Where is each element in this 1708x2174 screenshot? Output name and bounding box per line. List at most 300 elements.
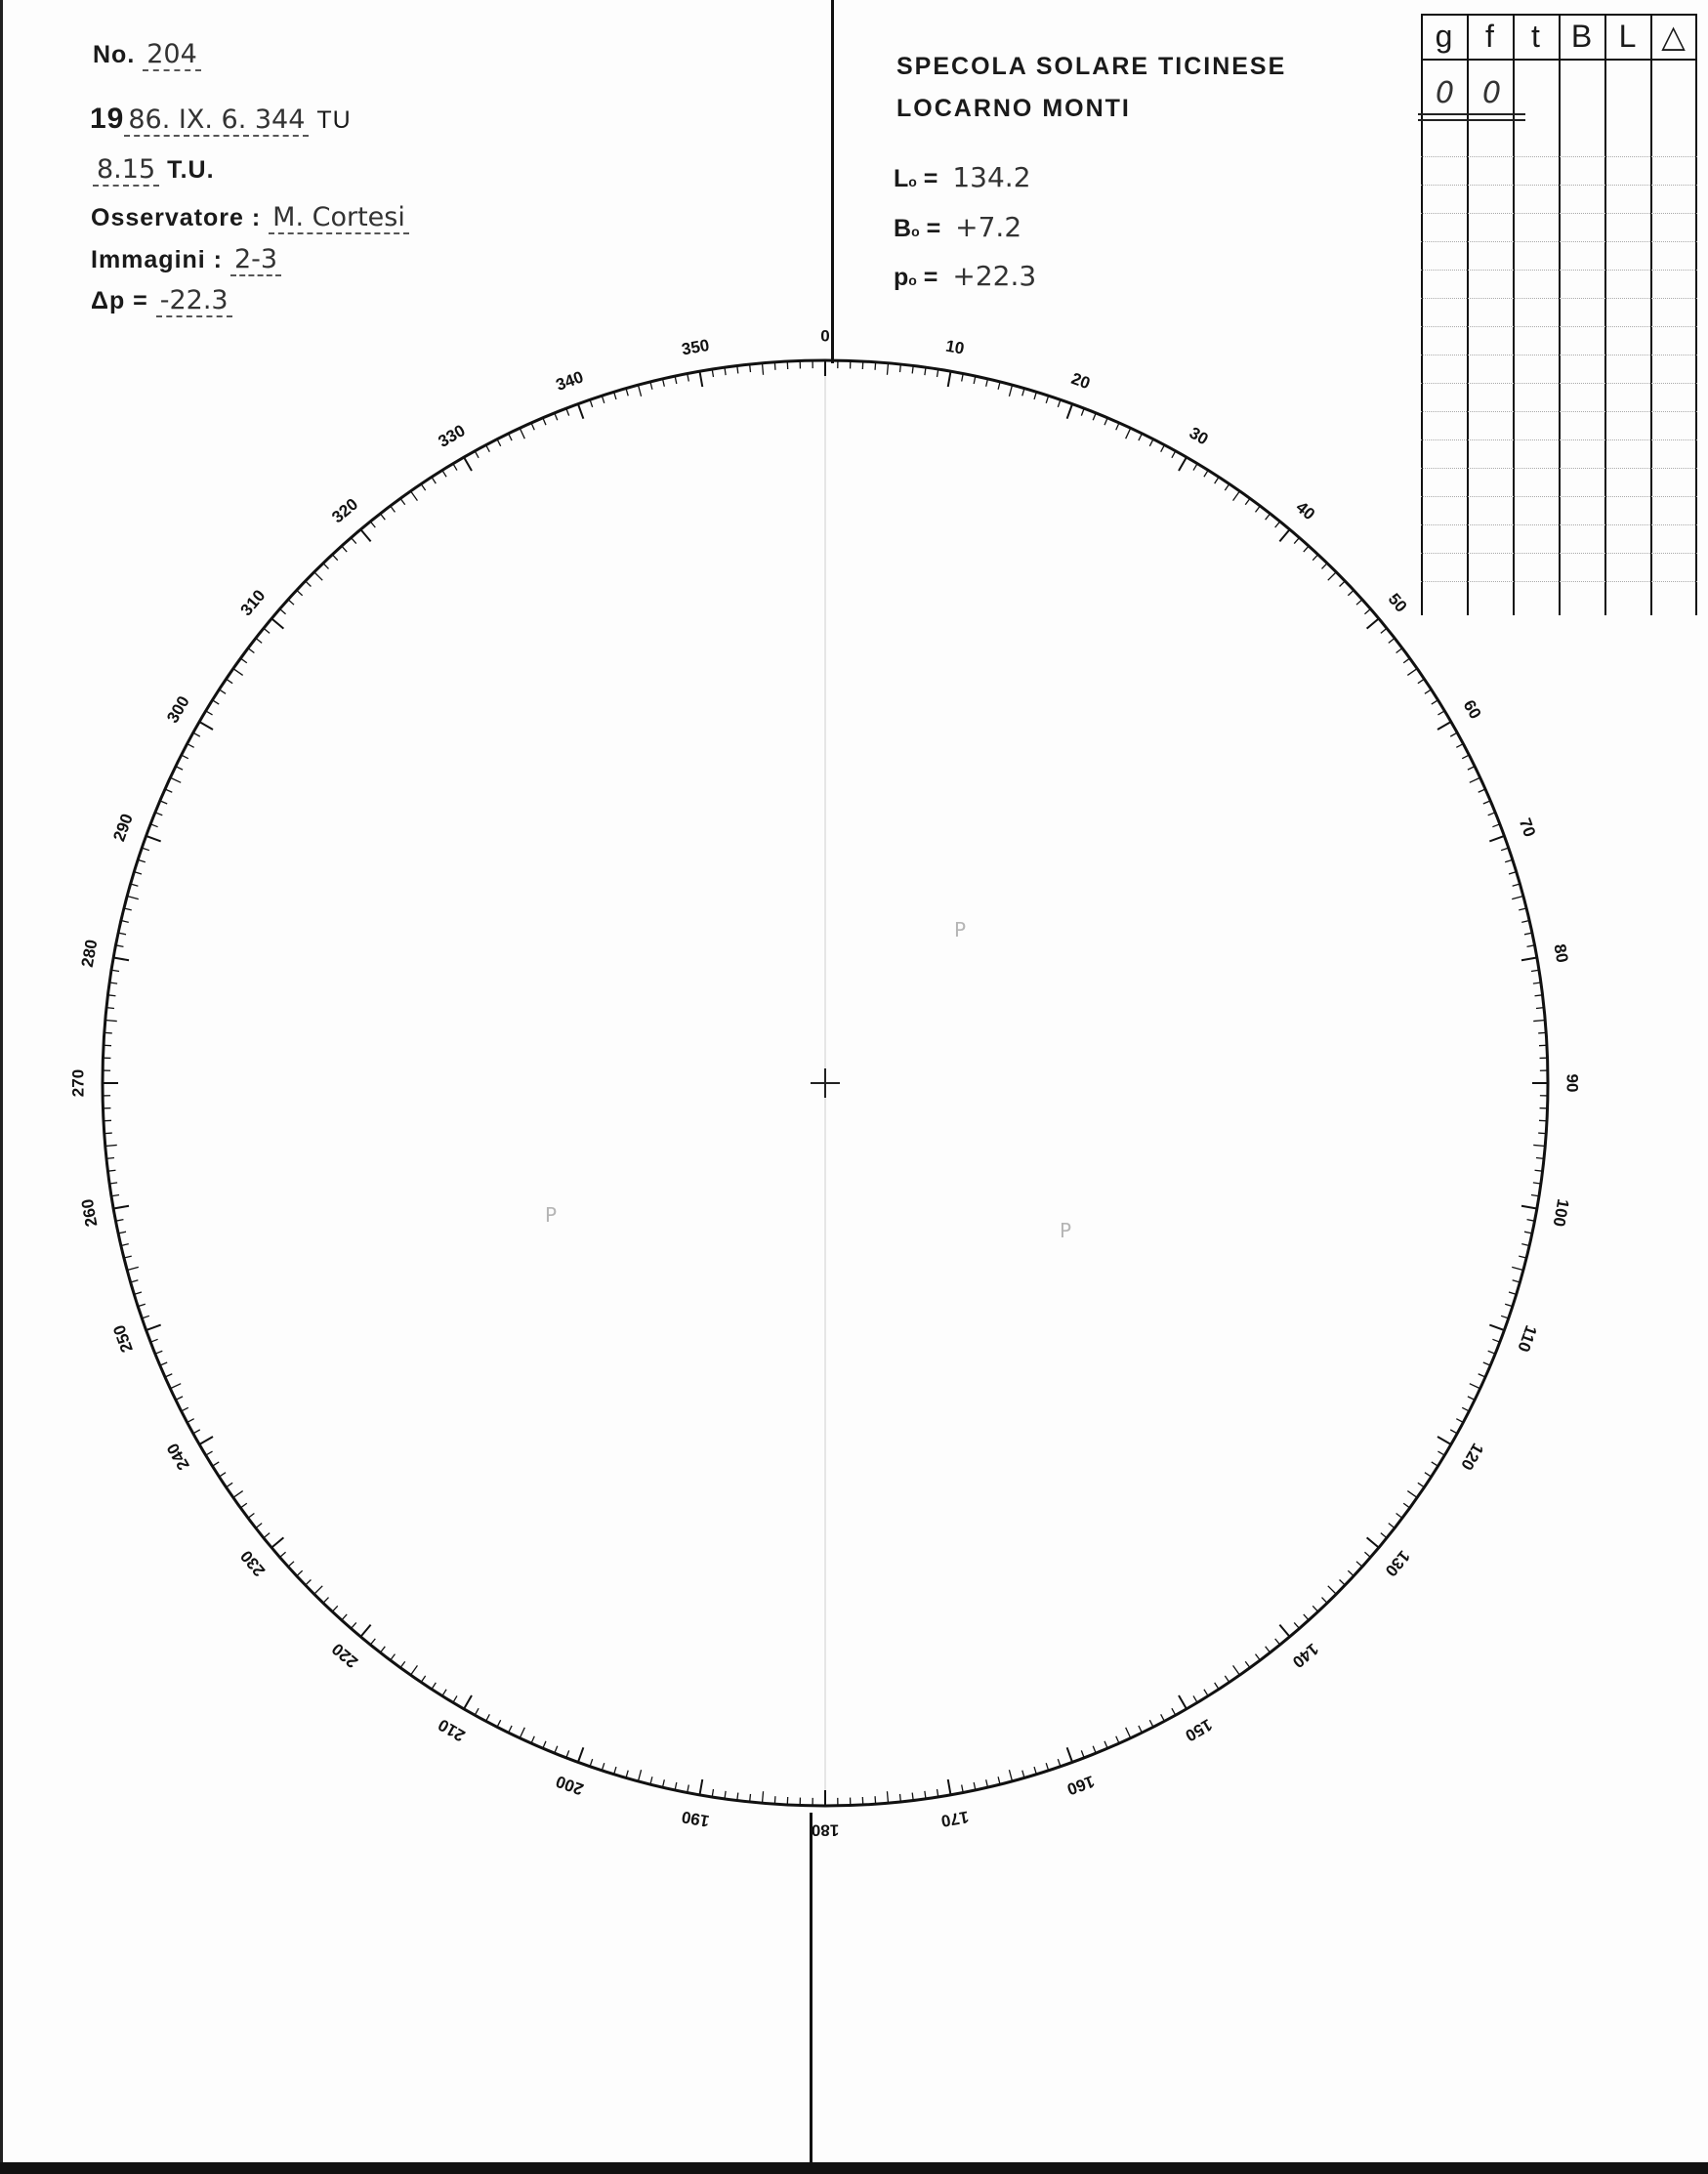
graduation-tick bbox=[105, 1145, 117, 1146]
graduation-tick bbox=[1126, 1728, 1131, 1738]
graduation-tick bbox=[193, 732, 200, 736]
graduation-tick bbox=[411, 1665, 418, 1675]
images-value: 2-3 bbox=[230, 244, 281, 276]
graduation-tick bbox=[160, 1362, 167, 1365]
graduation-tick bbox=[1418, 679, 1425, 683]
graduation-label: 270 bbox=[68, 1068, 88, 1098]
graduation-label: 110 bbox=[1514, 1322, 1541, 1355]
graduation-tick bbox=[170, 777, 181, 782]
time-unit: T.U. bbox=[167, 156, 215, 184]
graduation-tick bbox=[1492, 1339, 1499, 1342]
graduation-tick bbox=[1536, 1008, 1544, 1009]
graduation-label: 60 bbox=[1459, 696, 1485, 723]
ephemeris-L0-value: 134.2 bbox=[952, 161, 1031, 193]
graduation-tick bbox=[1279, 1625, 1289, 1637]
graduation-tick bbox=[342, 1614, 347, 1620]
graduation-tick bbox=[219, 1473, 226, 1477]
graduation-tick bbox=[1437, 1437, 1451, 1444]
graduation-tick bbox=[1067, 404, 1072, 419]
graduation-tick bbox=[1468, 767, 1475, 771]
graduation-tick bbox=[1381, 628, 1387, 633]
graduation-tick bbox=[875, 362, 876, 370]
graduation-tick bbox=[314, 572, 322, 580]
graduation-tick bbox=[1381, 1533, 1387, 1538]
graduation-label: 220 bbox=[328, 1639, 362, 1672]
graduation-tick bbox=[555, 413, 558, 420]
graduation-label: 80 bbox=[1550, 942, 1572, 965]
graduation-tick bbox=[1437, 711, 1444, 715]
graduation-tick bbox=[948, 371, 951, 387]
graduation-label: 230 bbox=[236, 1546, 270, 1580]
graduation-tick bbox=[700, 1779, 703, 1795]
graduation-label: 30 bbox=[1186, 423, 1212, 449]
graduation-tick bbox=[1193, 464, 1197, 471]
graduation-tick bbox=[509, 434, 513, 440]
graduation-tick bbox=[578, 1747, 583, 1762]
graduation-tick bbox=[497, 1720, 501, 1727]
graduation-tick bbox=[1533, 1145, 1545, 1146]
graduation-tick bbox=[875, 1796, 876, 1804]
graduation-tick bbox=[1215, 1683, 1219, 1690]
graduation-tick bbox=[1104, 418, 1107, 425]
graduation-tick bbox=[1389, 638, 1395, 643]
graduation-tick bbox=[1204, 470, 1208, 477]
graduation-tick bbox=[497, 439, 501, 446]
graduation-tick bbox=[1396, 1514, 1402, 1519]
graduation-tick bbox=[774, 1796, 775, 1804]
graduation-tick bbox=[1340, 581, 1346, 587]
graduation-tick bbox=[1256, 506, 1261, 512]
graduation-tick bbox=[380, 514, 385, 520]
graduation-tick bbox=[240, 1503, 246, 1508]
graduation-label: 260 bbox=[77, 1197, 102, 1229]
graduation-tick bbox=[160, 801, 167, 804]
graduation-tick bbox=[176, 767, 183, 771]
graduation-tick bbox=[1425, 690, 1432, 693]
graduation-tick bbox=[1266, 1647, 1271, 1652]
graduation-tick bbox=[1479, 1374, 1485, 1377]
graduation-tick bbox=[227, 679, 233, 683]
graduation-tick bbox=[256, 638, 262, 643]
ephemeris-L0: Lo = 134.2 bbox=[894, 161, 1031, 193]
graduation-tick bbox=[531, 423, 534, 430]
graduation-label: 190 bbox=[680, 1807, 711, 1831]
graduation-label: 120 bbox=[1457, 1440, 1487, 1474]
graduation-tick bbox=[1462, 755, 1469, 759]
graduation-tick bbox=[342, 546, 347, 552]
graduation-tick bbox=[750, 1794, 751, 1802]
graduation-tick bbox=[900, 364, 901, 372]
graduation-tick bbox=[1364, 609, 1370, 614]
graduation-tick bbox=[323, 1598, 329, 1604]
graduation-tick bbox=[509, 1726, 513, 1733]
graduation-tick bbox=[1536, 1158, 1544, 1159]
graduation-tick bbox=[1512, 896, 1523, 899]
graduation-tick bbox=[1488, 813, 1495, 815]
graduation-tick bbox=[1364, 1552, 1370, 1557]
graduation-tick bbox=[332, 555, 337, 561]
graduation-tick bbox=[1483, 801, 1490, 804]
graduation-tick bbox=[306, 581, 312, 587]
graduation-tick bbox=[1462, 1407, 1469, 1411]
graduation-tick bbox=[566, 408, 569, 415]
graduation-tick bbox=[1139, 434, 1143, 440]
graduation-tick bbox=[233, 1491, 243, 1498]
graduation-tick bbox=[1328, 572, 1336, 580]
graduation-tick bbox=[1245, 498, 1250, 504]
graduation-tick bbox=[1321, 1598, 1327, 1604]
graduation-tick bbox=[763, 1791, 764, 1803]
graduation-tick bbox=[1245, 1661, 1250, 1667]
table-header-delta: △ bbox=[1661, 19, 1686, 54]
graduation-tick bbox=[370, 1639, 375, 1645]
table-header-L: L bbox=[1618, 19, 1637, 54]
graduation-tick bbox=[146, 836, 161, 841]
graduation-tick bbox=[1149, 439, 1153, 446]
graduation-label: 130 bbox=[1381, 1546, 1414, 1580]
graduation-tick bbox=[1468, 1397, 1475, 1401]
faint-mark: P bbox=[545, 1203, 558, 1227]
graduation-label: 240 bbox=[163, 1440, 193, 1474]
graduation-tick bbox=[150, 1339, 157, 1342]
graduation-tick bbox=[1104, 1741, 1107, 1748]
graduation-tick bbox=[1418, 1483, 1425, 1486]
graduation-tick bbox=[1304, 1614, 1309, 1620]
graduation-tick bbox=[1340, 1579, 1346, 1585]
graduation-label: 200 bbox=[553, 1772, 586, 1799]
graduation-tick bbox=[1275, 522, 1280, 527]
graduation-label: 310 bbox=[236, 586, 270, 620]
graduation-tick bbox=[486, 445, 490, 452]
graduation-tick bbox=[314, 1586, 322, 1594]
graduation-tick bbox=[1149, 1720, 1153, 1727]
graduation-tick bbox=[411, 491, 418, 501]
graduation-tick bbox=[1215, 477, 1219, 483]
graduation-tick bbox=[1233, 491, 1240, 501]
table-header-f: f bbox=[1485, 19, 1494, 54]
graduation-tick bbox=[306, 1579, 312, 1585]
graduation-tick bbox=[391, 506, 396, 512]
ephemeris-B0: Bo = +7.2 bbox=[894, 211, 1022, 243]
graduation-tick bbox=[400, 498, 405, 504]
graduation-label: 340 bbox=[553, 367, 586, 395]
graduation-tick bbox=[1450, 1430, 1457, 1434]
graduation-tick bbox=[212, 1462, 219, 1466]
graduation-tick bbox=[199, 722, 213, 730]
graduation-tick bbox=[113, 1206, 129, 1209]
graduation-tick bbox=[248, 648, 254, 653]
table-header-t: t bbox=[1531, 19, 1540, 54]
graduation-tick bbox=[900, 1794, 901, 1802]
graduation-tick bbox=[1403, 1503, 1409, 1508]
ephemeris-B0-value: +7.2 bbox=[955, 211, 1022, 243]
graduation-tick bbox=[206, 1451, 213, 1455]
graduation-tick bbox=[1321, 564, 1327, 569]
graduation-tick bbox=[432, 477, 436, 483]
graduation-tick bbox=[1512, 1267, 1523, 1270]
graduation-tick bbox=[1489, 1325, 1504, 1330]
graduation-tick bbox=[555, 1746, 558, 1753]
graduation-label: 0 bbox=[820, 326, 830, 346]
graduation-tick bbox=[453, 1695, 457, 1702]
graduation-tick bbox=[1425, 1473, 1432, 1477]
graduation-tick bbox=[887, 363, 888, 375]
faint-mark: P bbox=[1060, 1219, 1072, 1242]
graduation-tick bbox=[1328, 1586, 1336, 1594]
graduation-tick bbox=[1396, 648, 1402, 653]
graduation-label: 160 bbox=[1064, 1772, 1098, 1799]
graduation-label: 290 bbox=[109, 811, 137, 844]
graduation-tick bbox=[146, 1325, 161, 1330]
graduation-tick bbox=[1179, 1695, 1187, 1709]
graduation-tick bbox=[774, 362, 775, 370]
graduation-tick bbox=[1407, 669, 1417, 676]
graduation-tick bbox=[323, 564, 329, 569]
graduation-tick bbox=[1009, 1770, 1012, 1781]
graduation-tick bbox=[1492, 824, 1499, 827]
graduation-tick bbox=[1489, 836, 1504, 841]
graduation-tick bbox=[421, 1676, 425, 1683]
graduation-label: 180 bbox=[811, 1820, 840, 1840]
graduation-tick bbox=[1312, 555, 1317, 561]
table-header-B: B bbox=[1570, 19, 1593, 54]
graduation-tick bbox=[1225, 484, 1229, 491]
graduation-tick bbox=[1450, 732, 1457, 736]
graduation-tick bbox=[1348, 1570, 1354, 1575]
graduation-tick bbox=[280, 609, 286, 614]
graduation-tick bbox=[520, 1728, 524, 1738]
graduation-tick bbox=[887, 1791, 888, 1803]
date-prefix: 19 bbox=[90, 103, 125, 135]
graduation-tick bbox=[1275, 1639, 1280, 1645]
faint-mark: P bbox=[954, 918, 967, 941]
observatory-location: LOCARNO MONTI bbox=[896, 95, 1131, 122]
graduation-tick bbox=[104, 1032, 112, 1033]
delta-p-value: -22.3 bbox=[156, 285, 232, 317]
graduation-tick bbox=[280, 1552, 286, 1557]
graduation-tick bbox=[750, 364, 751, 372]
graduation-tick bbox=[475, 1708, 479, 1715]
graduation-tick bbox=[1403, 658, 1409, 663]
graduation-label: 280 bbox=[77, 938, 102, 969]
sheet-number-label: No. bbox=[93, 41, 136, 68]
graduation-tick bbox=[256, 1524, 262, 1528]
graduation-tick bbox=[176, 1397, 183, 1401]
graduation-tick bbox=[199, 1437, 213, 1444]
graduation-tick bbox=[1172, 1708, 1176, 1715]
graduation-tick bbox=[442, 1690, 446, 1696]
graduation-tick bbox=[104, 1133, 112, 1134]
graduation-tick bbox=[1266, 514, 1271, 520]
graduation-tick bbox=[193, 1430, 200, 1434]
graduation-tick bbox=[297, 1570, 303, 1575]
graduation-label: 330 bbox=[435, 421, 469, 451]
graduation-tick bbox=[948, 1779, 951, 1795]
graduation-tick bbox=[288, 1562, 294, 1567]
graduation-tick bbox=[1179, 457, 1187, 471]
graduation-tick bbox=[475, 451, 479, 458]
graduation-tick bbox=[763, 363, 764, 375]
graduation-tick bbox=[464, 457, 472, 471]
graduation-tick bbox=[543, 418, 546, 425]
observer-value: M. Cortesi bbox=[269, 202, 409, 234]
graduation-tick bbox=[248, 1514, 254, 1519]
graduation-label: 100 bbox=[1549, 1197, 1573, 1229]
graduation-tick bbox=[332, 1606, 337, 1611]
graduation-tick bbox=[1367, 1537, 1379, 1547]
time-value: 8.15 bbox=[93, 154, 159, 187]
graduation-tick bbox=[1488, 1351, 1495, 1354]
graduation-tick bbox=[1225, 1676, 1229, 1683]
graduation-tick bbox=[227, 1483, 233, 1486]
graduation-tick bbox=[165, 789, 172, 792]
graduation-tick bbox=[432, 1683, 436, 1690]
graduation-tick bbox=[155, 813, 162, 815]
graduation-tick bbox=[486, 1714, 490, 1721]
graduation-tick bbox=[370, 522, 375, 527]
graduation-tick bbox=[453, 464, 457, 471]
graduation-tick bbox=[1479, 789, 1485, 792]
graduation-label: 70 bbox=[1515, 815, 1540, 840]
graduation-tick bbox=[1521, 1206, 1537, 1209]
graduation-label: 20 bbox=[1068, 368, 1093, 394]
graduation-tick bbox=[1538, 1133, 1546, 1134]
graduation-tick bbox=[182, 755, 188, 759]
graduation-tick bbox=[1294, 1622, 1299, 1628]
graduation-tick bbox=[1294, 538, 1299, 544]
graduation-tick bbox=[1432, 700, 1438, 704]
graduation-tick bbox=[1437, 722, 1451, 730]
graduation-tick bbox=[1470, 777, 1480, 782]
sheet-number-value: 204 bbox=[143, 39, 201, 71]
graduation-tick bbox=[264, 628, 270, 633]
observatory-name: SPECOLA SOLARE TICINESE bbox=[896, 53, 1287, 80]
graduation-tick bbox=[1356, 1562, 1362, 1567]
graduation-tick bbox=[1081, 1750, 1084, 1757]
graduation-label: 210 bbox=[435, 1715, 469, 1745]
graduation-tick bbox=[113, 958, 129, 961]
observer-label: Osservatore : bbox=[91, 204, 262, 231]
graduation-tick bbox=[271, 1537, 283, 1547]
graduation-tick bbox=[187, 1419, 194, 1423]
graduation-tick bbox=[288, 600, 294, 605]
graduation-tick bbox=[127, 896, 139, 899]
graduation-tick bbox=[297, 590, 303, 595]
graduation-tick bbox=[106, 1008, 114, 1009]
graduation-tick bbox=[1389, 1524, 1395, 1528]
graduation-tick bbox=[1009, 385, 1012, 397]
graduation-tick bbox=[187, 744, 194, 748]
date-value: 86. IX. 6. 344 bbox=[124, 105, 309, 137]
graduation-tick bbox=[578, 404, 583, 419]
graduation-tick bbox=[360, 529, 370, 541]
graduation-tick bbox=[360, 1625, 370, 1637]
graduation-tick bbox=[352, 538, 356, 544]
table-header-g: g bbox=[1435, 19, 1453, 54]
graduation-tick bbox=[105, 1021, 117, 1022]
graduation-tick bbox=[182, 1407, 188, 1411]
graduation-tick bbox=[1093, 413, 1096, 420]
graduation-tick bbox=[400, 1661, 405, 1667]
graduation-label: 50 bbox=[1384, 589, 1411, 616]
graduation-tick bbox=[1521, 958, 1537, 961]
graduation-tick bbox=[1367, 618, 1379, 628]
graduation-tick bbox=[1161, 445, 1165, 452]
graduation-tick bbox=[531, 1736, 534, 1743]
graduation-tick bbox=[638, 385, 641, 397]
ephemeris-p0-value: +22.3 bbox=[952, 260, 1037, 292]
graduation-tick bbox=[391, 1654, 396, 1660]
delta-p-label: Δp = bbox=[91, 287, 148, 314]
graduation-tick bbox=[127, 1267, 139, 1270]
graduation-tick bbox=[212, 700, 219, 704]
graduation-tick bbox=[700, 371, 703, 387]
graduation-tick bbox=[1348, 590, 1354, 595]
table-cell-g: 0 bbox=[1436, 76, 1455, 110]
graduation-label: 90 bbox=[1562, 1073, 1582, 1093]
graduation-tick bbox=[1432, 1462, 1438, 1466]
graduation-tick bbox=[1193, 1695, 1197, 1702]
graduation-label: 250 bbox=[109, 1322, 137, 1356]
graduation-tick bbox=[442, 470, 446, 477]
graduation-tick bbox=[543, 1741, 546, 1748]
graduation-tick bbox=[1081, 408, 1084, 415]
graduation-tick bbox=[1470, 1384, 1480, 1389]
graduation-label: 150 bbox=[1182, 1715, 1216, 1745]
graduation-tick bbox=[352, 1622, 356, 1628]
graduation-tick bbox=[150, 824, 157, 827]
graduation-tick bbox=[1161, 1714, 1165, 1721]
graduation-tick bbox=[1172, 451, 1176, 458]
center-cross bbox=[811, 1068, 840, 1098]
graduation-tick bbox=[1456, 1419, 1463, 1423]
images-label: Immagini : bbox=[91, 246, 224, 273]
table-cell-f: 0 bbox=[1482, 76, 1502, 110]
graduation-tick bbox=[1139, 1726, 1143, 1733]
graduation-tick bbox=[1256, 1654, 1261, 1660]
graduation-label: 40 bbox=[1292, 497, 1319, 524]
graduation-tick bbox=[638, 1770, 641, 1781]
graduation-tick bbox=[170, 1384, 181, 1389]
graduation-tick bbox=[421, 484, 425, 491]
graduation-tick bbox=[206, 711, 213, 715]
graduation-tick bbox=[240, 658, 246, 663]
graduation-tick bbox=[219, 690, 226, 693]
graduation-label: 10 bbox=[943, 336, 966, 358]
ephemeris-p0: po = +22.3 bbox=[894, 260, 1037, 292]
date-suffix: TU bbox=[316, 106, 352, 134]
graduation-tick bbox=[566, 1750, 569, 1757]
graduation-tick bbox=[165, 1374, 172, 1377]
graduation-tick bbox=[1116, 1736, 1119, 1743]
graduation-tick bbox=[264, 1533, 270, 1538]
graduation-tick bbox=[106, 1158, 114, 1159]
graduation-tick bbox=[1067, 1747, 1072, 1762]
graduation-label: 350 bbox=[680, 335, 711, 359]
graduation-tick bbox=[1437, 1451, 1444, 1455]
graduation-tick bbox=[1116, 423, 1119, 430]
graduation-tick bbox=[1356, 600, 1362, 605]
graduation-tick bbox=[1407, 1491, 1417, 1498]
graduation-tick bbox=[233, 669, 243, 676]
graduation-tick bbox=[1456, 744, 1463, 748]
graduation-label: 300 bbox=[163, 692, 193, 727]
graduation-tick bbox=[1093, 1746, 1096, 1753]
graduation-tick bbox=[380, 1647, 385, 1652]
graduation-tick bbox=[1538, 1032, 1546, 1033]
graduation-tick bbox=[520, 428, 524, 439]
graduation-label: 320 bbox=[328, 494, 362, 527]
